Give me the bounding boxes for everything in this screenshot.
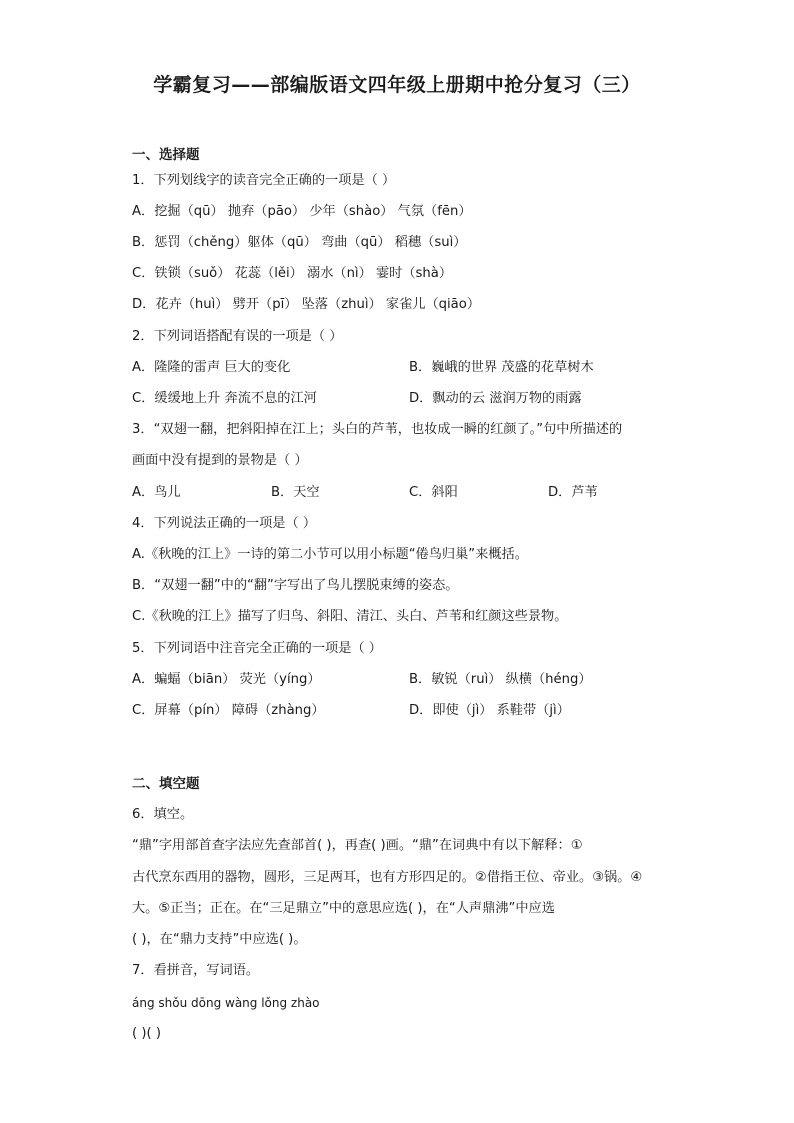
q4-option-c: C.《秋晚的江上》描写了归鸟、斜阳、清江、头白、芦苇和红颜这些景物。 [132,609,568,624]
q3-option-a: A．鸟儿 [132,485,181,500]
section-fill-heading: 二、填空题 [132,776,200,792]
q2-option-b: B．巍峨的世界 茂盛的花草树木 [409,360,594,375]
q1-option-d: D．花卉（huì） 劈开（pī） 坠落（zhuì） 家雀儿（qiāo） [132,297,481,312]
q7-pinyin: áng shǒu dōng wàng lǒng zhào [132,996,320,1010]
q7-stem: 7．看拼音，写词语。 [132,963,260,978]
q5-stem: 5．下列词语中注音完全正确的一项是（ ） [132,641,382,656]
q6-line3: 大。⑤正当；正在。在“三足鼎立”中的意思应选( )，在“人声鼎沸”中应选 [132,901,555,916]
q6-stem: 6．填空。 [132,807,194,822]
q2-option-c: C．缓缓地上升 奔流不息的江河 [132,391,317,406]
page-title: 学霸复习——部编版语文四年级上册期中抢分复习（三） [153,74,641,96]
q4-stem: 4．下列说法正确的一项是（ ） [132,516,317,531]
q5-option-a: A．蝙蝠（biān） 荧光（yíng） [132,672,321,687]
q2-option-d: D．飘动的云 滋润万物的雨露 [409,391,582,406]
q3-option-b: B．天空 [271,485,320,500]
q3-option-d: D．芦苇 [548,485,598,500]
q6-line1: “鼎”字用部首查字法应先查部首( )，再查( )画。“鼎”在词典中有以下解释：① [132,838,583,853]
q1-option-c: C．铁锁（suǒ） 花蕊（lěi） 溺水（nì） 霎时（shà） [132,266,453,281]
q4-option-b: B．“双翅一翻”中的“翻”字写出了鸟儿摆脱束缚的姿态。 [132,578,459,593]
q6-line2: 古代烹东西用的器物，圆形，三足两耳，也有方形四足的。②借指王位、帝业。③锅。④ [132,870,643,885]
q7-answer-blanks: ( )( ) [132,1026,161,1041]
q1-stem: 1．下列划线字的读音完全正确的一项是（ ） [132,173,396,188]
q5-option-b: B．敏锐（ruì） 纵横（héng） [409,672,592,687]
q2-option-a: A．隆隆的雷声 巨大的变化 [132,360,291,375]
q3-stem-line1: 3．“双翅一翻，把斜阳掉在江上；头白的芦苇，也妆成一瞬的红颜了。”句中所描述的 [132,422,623,437]
q3-stem-line2: 画面中没有提到的景物是（ ） [132,453,308,468]
q5-option-d: D．即使（jì） 系鞋带（jì） [409,703,570,718]
q4-option-a: A.《秋晚的江上》一诗的第二小节可以用小标题“倦鸟归巢”来概括。 [132,547,528,562]
section-choice-heading: 一、选择题 [132,147,200,163]
q2-stem: 2．下列词语搭配有误的一项是（ ） [132,329,343,344]
q3-option-c: C．斜阳 [409,485,458,500]
q1-option-a: A．挖掘（qū） 抛弃（pāo） 少年（shào） 气氛（fēn） [132,204,472,219]
q5-option-c: C．屏幕（pín） 障碍（zhàng） [132,703,325,718]
q1-option-b: B．惩罚（chěng）躯体（qū） 弯曲（qū） 稻穗（suì） [132,235,467,250]
q6-line4: ( )，在“鼎力支持”中应选( )。 [132,932,307,947]
